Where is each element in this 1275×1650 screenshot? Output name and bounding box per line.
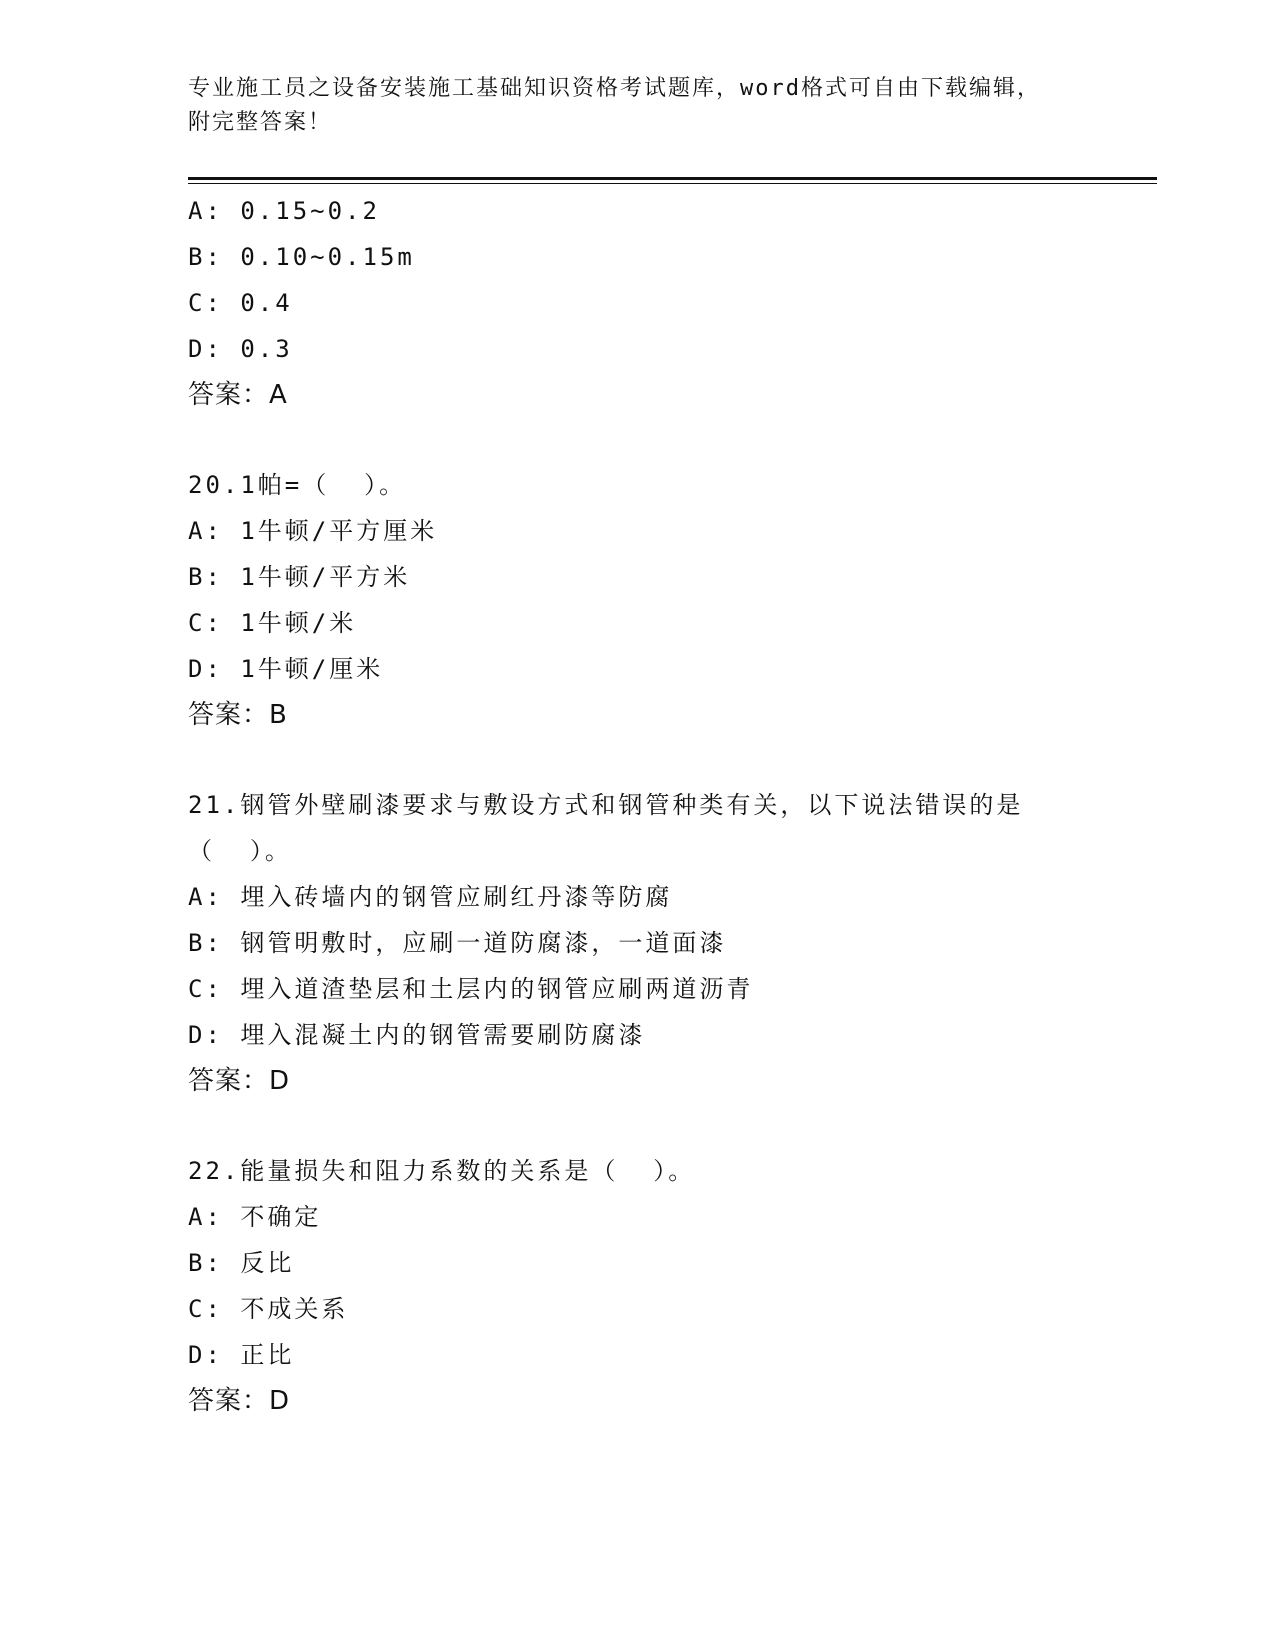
spacer — [188, 1104, 1088, 1148]
answer-line: 答案：D — [188, 1386, 291, 1416]
header-line-2: 附完整答案！ — [188, 110, 333, 135]
option-c: C: 1牛顿/米 — [188, 609, 357, 637]
question-20 — [188, 462, 1088, 738]
spacer — [188, 418, 1088, 462]
spacer — [188, 738, 1088, 782]
answer-line: 答案：B — [188, 700, 288, 730]
option-a: A: 埋入砖墙内的钢管应刷红丹漆等防腐 — [188, 883, 673, 911]
header-rule-thick — [188, 177, 1157, 180]
option-b: B: 钢管明敷时，应刷一道防腐漆，一道面漆 — [188, 929, 727, 957]
option-d: D: 埋入混凝土内的钢管需要刷防腐漆 — [188, 1021, 646, 1049]
answer-line: 答案：D — [188, 1066, 291, 1096]
option-a: A: 不确定 — [188, 1203, 322, 1231]
option-a: A: 1牛顿/平方厘米 — [188, 517, 438, 545]
document-header — [188, 72, 1088, 140]
question-list — [188, 188, 1088, 1424]
header-rule-thin — [188, 183, 1157, 184]
option-c: C: 不成关系 — [188, 1295, 349, 1323]
question-title: 20.1帕=（ ）。 — [188, 471, 407, 499]
option-b: B: 1牛顿/平方米 — [188, 563, 411, 591]
question-22 — [188, 1148, 1088, 1424]
option-c: C: 0.4 — [188, 289, 293, 317]
question-fragment — [188, 188, 1088, 418]
option-b: B: 0.10~0.15m — [188, 243, 415, 271]
option-d: D: 0.3 — [188, 335, 293, 363]
question-21 — [188, 782, 1088, 1104]
option-d: D: 1牛顿/厘米 — [188, 655, 384, 683]
question-title: 22.能量损失和阻力系数的关系是（ ）。 — [188, 1157, 696, 1185]
option-d: D: 正比 — [188, 1341, 295, 1369]
answer-line: 答案：A — [188, 380, 288, 410]
option-c: C: 埋入道渣垫层和土层内的钢管应刷两道沥青 — [188, 975, 754, 1003]
option-b: B: 反比 — [188, 1249, 295, 1277]
header-line-1: 专业施工员之设备安装施工基础知识资格考试题库，word格式可自由下载编辑， — [188, 76, 1041, 101]
option-a: A: 0.15~0.2 — [188, 197, 380, 225]
question-title: 21.钢管外壁刷漆要求与敷设方式和钢管种类有关，以下说法错误的是 — [188, 791, 1024, 819]
question-title-continued: （ ）。 — [188, 837, 292, 865]
